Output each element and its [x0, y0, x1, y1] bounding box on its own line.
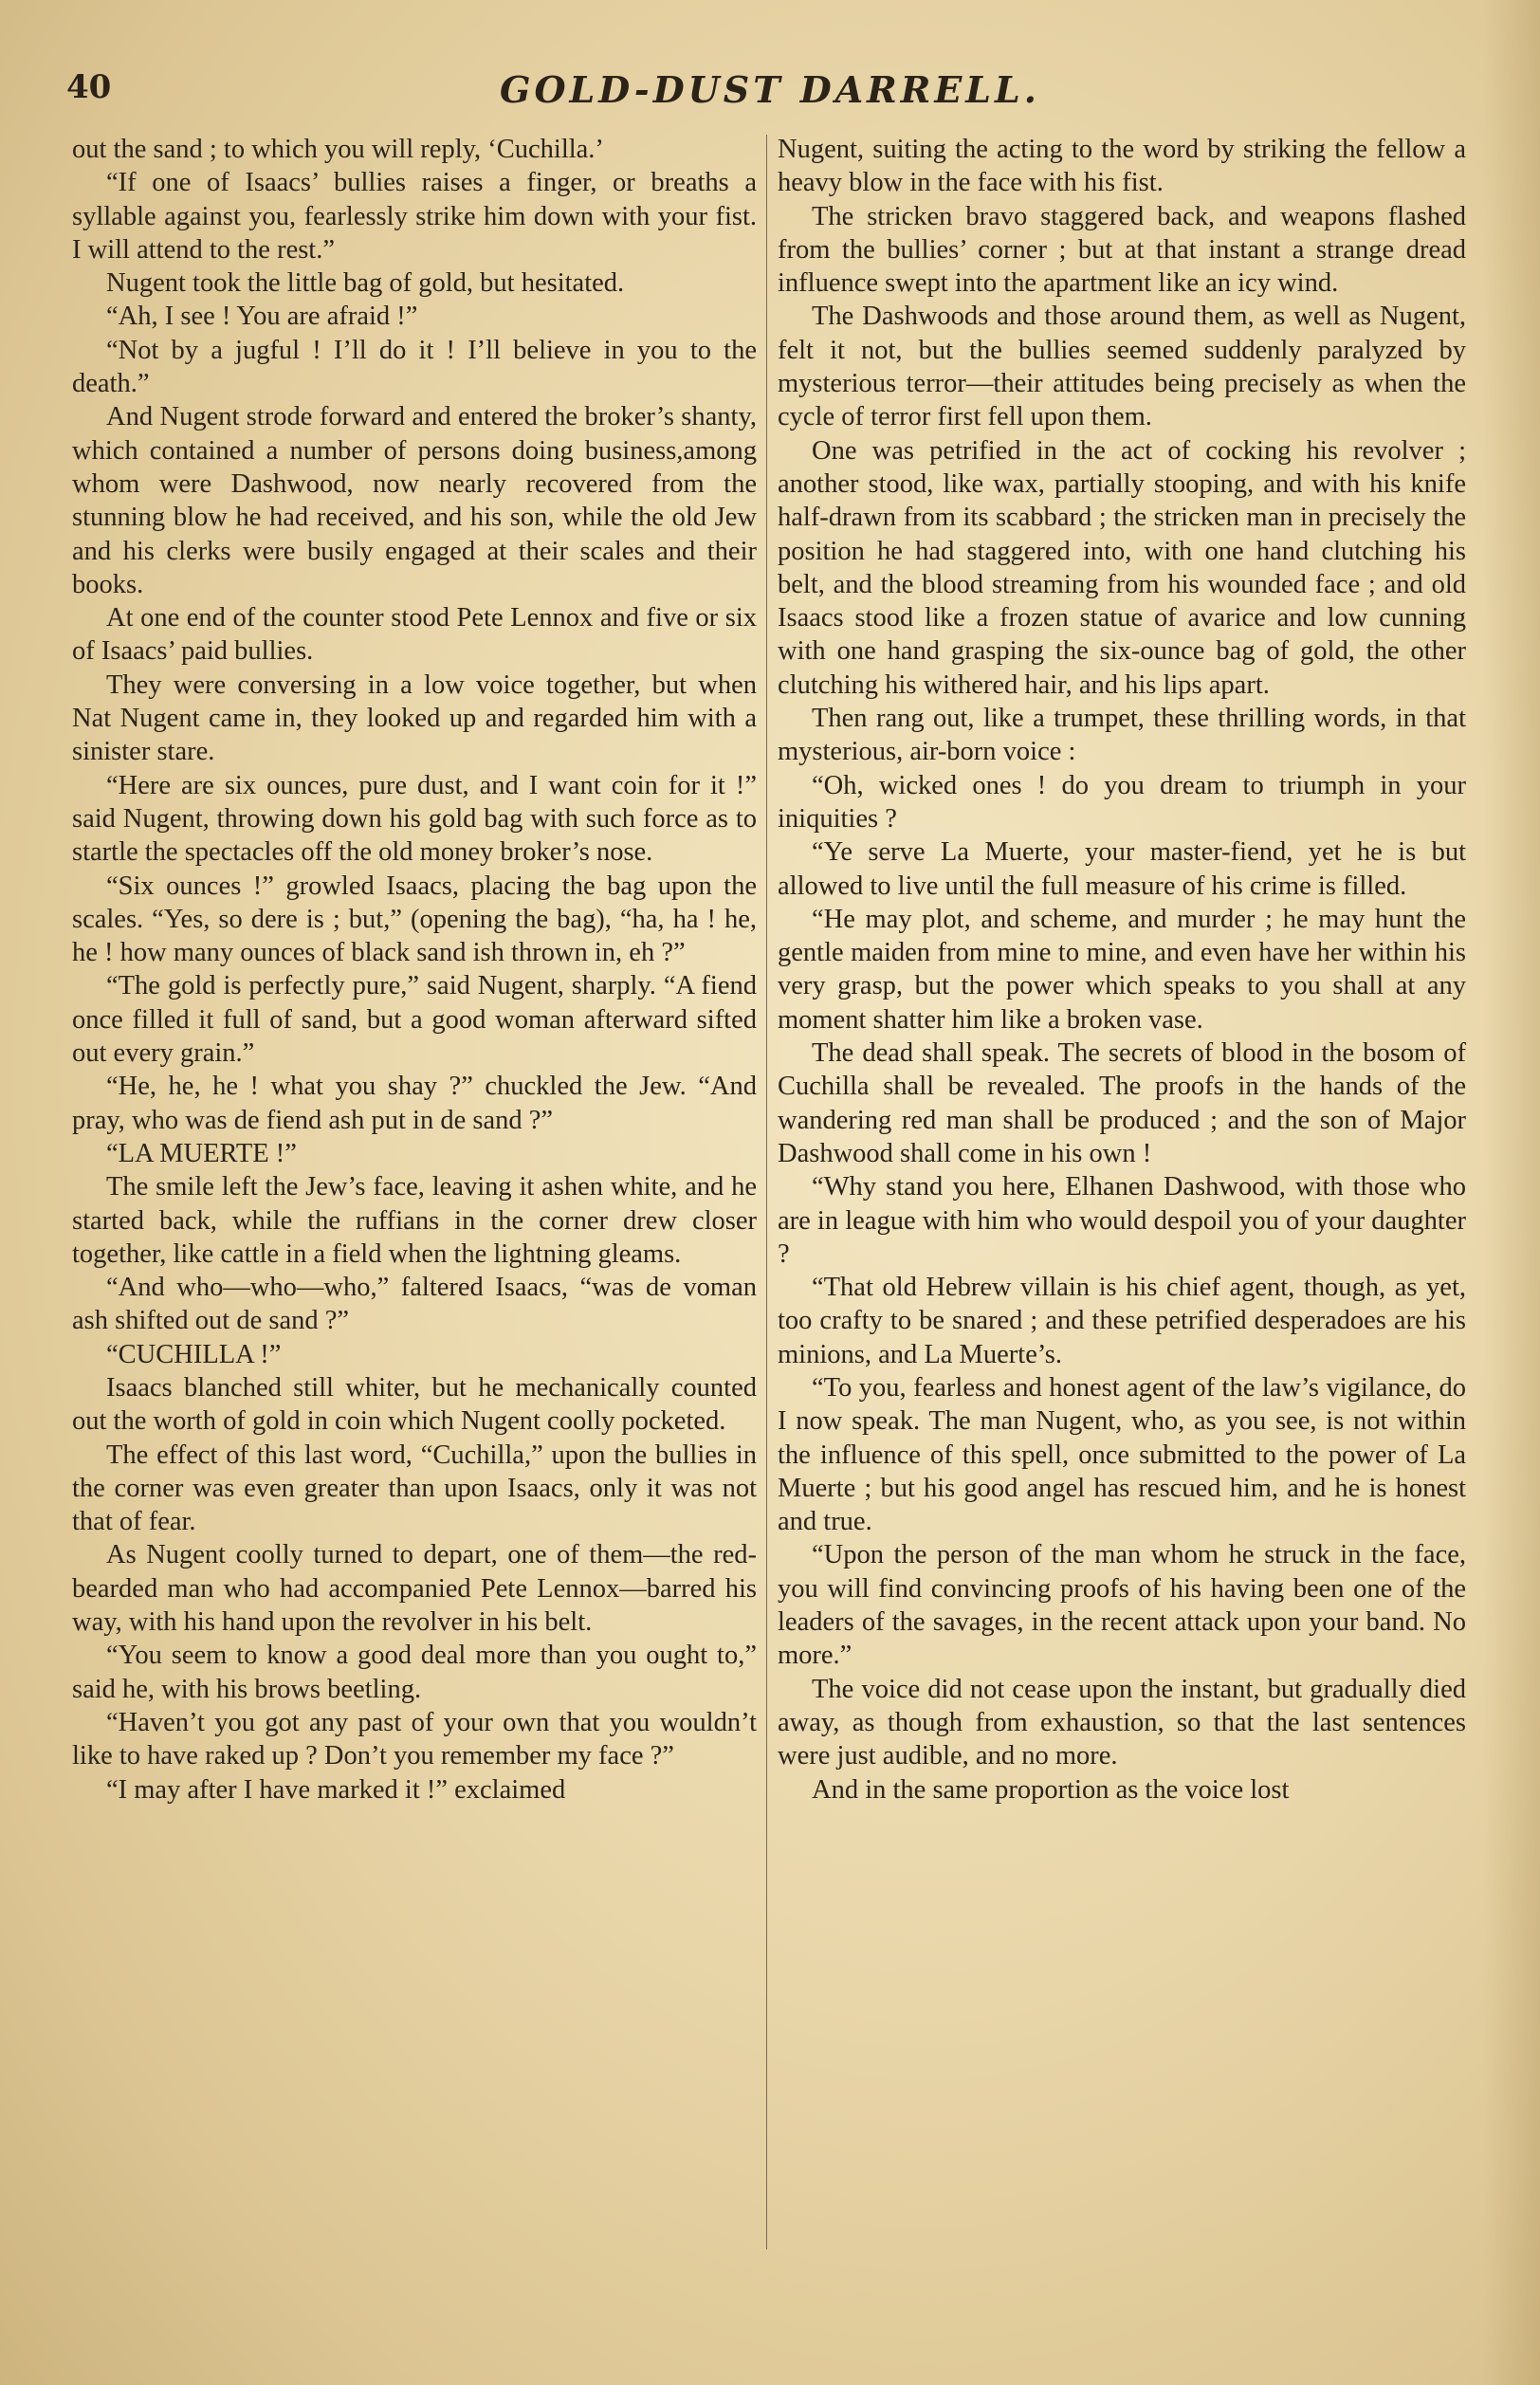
paragraph: “Ah, I see ! You are afraid !”: [106, 302, 418, 332]
column-divider: [766, 135, 767, 2249]
paragraph: Nugent, suiting the acting to the word by striking the fellow a heavy blow in the face with his fist.: [778, 135, 1466, 198]
paragraph: The voice did not cease upon the instant, but gradually died away, as though from exhaustion, so that the last sentences were just audible, and no more.: [778, 1674, 1466, 1771]
paragraph: “Haven’t you got any past of your own that you wouldn’t like to have raked up ? Don’t you remember my face ?”: [72, 1707, 757, 1771]
paragraph: “CUCHILLA !”: [106, 1339, 282, 1369]
running-title: GOLD-DUST DARRELL.: [500, 68, 1040, 111]
left-text-column: [72, 133, 757, 1807]
paragraph: “Oh, wicked ones ! do you dream to triumph in your iniquities ?: [778, 770, 1466, 834]
paragraph: At one end of the counter stood Pete Lennox and five or six of Isaacs’ paid bullies.: [72, 603, 757, 667]
page-header: [66, 59, 1474, 116]
paragraph: The stricken bravo staggered back, and weapons flashed from the bullies’ corner ; but at that instant a strange dread influence swept into the apartment like an icy wind.: [778, 201, 1466, 299]
paragraph: “Upon the person of the man whom he struck in the face, you will find convincing proofs of his having been one of the leaders of the savages, in the recent attack upon your band. No more.”: [778, 1540, 1466, 1671]
paragraph: “If one of Isaacs’ bullies raises a finger, or breaths a syllable against you, fearlessly strike him down with your fist. I will attend to the rest.”: [72, 168, 757, 265]
paragraph: “I may after I have marked it !” exclaimed: [106, 1774, 566, 1805]
paragraph: “To you, fearless and honest agent of the law’s vigilance, do I now speak. The man Nugent, who, as you see, is not within the influence of this spell, once submitted to the power of La Muerte ; but his good angel has rescued him, and he is honest and true.: [778, 1372, 1466, 1537]
paragraph: The Dashwoods and those around them, as well as Nugent, felt it not, but the bullies seemed suddenly paralyzed by mysterious terror—their attitudes being precisely as when the cycle of terror first fell upon them.: [778, 302, 1466, 432]
paragraph: “You seem to know a good deal more than you ought to,” said he, with his brows beetling.: [72, 1641, 757, 1704]
paragraph: One was petrified in the act of cocking his revolver ; another stood, like wax, partially stooping, and with his knife half-drawn from its scabbard ; the stricken man in precisely the position he had staggered into, with one hand clutching his belt, and the blood streaming from his wounded face ; and old Isaacs stood like a frozen statue of avarice and low cunning with one hand grasping the six-ounce bag of gold, the other clutching his withered hair, and his lips apart.: [778, 435, 1466, 700]
paragraph: The smile left the Jew’s face, leaving it ashen white, and he started back, while the ruffians in the corner drew closer together, like cattle in a field when the lightning gleams.: [72, 1172, 757, 1269]
paragraph: “LA MUERTE !”: [106, 1138, 297, 1168]
paragraph: “Six ounces !” growled Isaacs, placing the bag upon the scales. “Yes, so dere is ; but,” (opening the bag), “ha, ha ! he, he ! how many ounces of black sand ish thrown in, eh ?”: [72, 871, 757, 968]
paragraph: “Not by a jugful ! I’ll do it ! I’ll believe in you to the death.”: [72, 335, 757, 399]
paragraph: Isaacs blanched still whiter, but he mechanically counted out the worth of gold in coin which Nugent coolly pocketed.: [72, 1372, 757, 1437]
paragraph: The effect of this last word, “Cuchilla,” upon the bullies in the corner was even greater than upon Isaacs, only it was not that of fear.: [72, 1440, 757, 1537]
paragraph: “That old Hebrew villain is his chief agent, though, as yet, too crafty to be snared ; and these petrified desperadoes are his minions, and La Muerte’s.: [778, 1273, 1466, 1369]
paragraph: And Nugent strode forward and entered the broker’s shanty, which contained a number of persons doing business,among whom were Dashwood, now nearly recovered from the stunning blow he had received, and his son, while the old Jew and his clerks were busily engaged at their scales and their books.: [72, 402, 757, 599]
paragraph: “Why stand you here, Elhanen Dashwood, with those who are in league with him who would despoil you of your daughter ?: [778, 1172, 1466, 1269]
paragraph: out the sand ; to which you will reply, ‘Cuchilla.’: [72, 135, 604, 164]
paragraph: And in the same proportion as the voice lost: [812, 1774, 1290, 1805]
paragraph: The dead shall speak. The secrets of blood in the bosom of Cuchilla shall be revealed. The proofs in the hands of the wandering red man shall be produced ; and the son of Major Dashwood shall come in his own !: [778, 1038, 1466, 1168]
paragraph: “Here are six ounces, pure dust, and I want coin for it !” said Nugent, throwing down his gold bag with such force as to startle the spectacles off the old money broker’s nose.: [72, 770, 757, 868]
page-edge-shading: [1483, 0, 1540, 2385]
paragraph: “He may plot, and scheme, and murder ; he may hunt the gentle maiden from mine to mine, and even have her within his very grasp, but the power which speaks to you shall at any moment shatter him like a broken vase.: [778, 904, 1466, 1035]
paragraph: As Nugent coolly turned to depart, one of them—the red-bearded man who had accompanied Pete Lennox—barred his way, with his hand upon the revolver in his belt.: [72, 1540, 757, 1638]
paragraph: “He, he, he ! what you shay ?” chuckled the Jew. “And pray, who was de fiend ash put in de sand ?”: [72, 1072, 757, 1135]
paragraph: Then rang out, like a trumpet, these thrilling words, in that mysterious, air-born voice :: [778, 704, 1466, 767]
paragraph: They were conversing in a low voice together, but when Nat Nugent came in, they looked up and regarded him with a sinister stare.: [72, 670, 757, 767]
paragraph: Nugent took the little bag of gold, but hesitated.: [106, 268, 625, 299]
right-text-column: [778, 133, 1466, 1807]
paragraph: “Ye serve La Muerte, your master-fiend, yet he is but allowed to live until the full measure of his crime is filled.: [778, 837, 1466, 901]
paragraph: “And who—who—who,” faltered Isaacs, “was de voman ash shifted out de sand ?”: [72, 1273, 757, 1336]
paragraph: “The gold is perfectly pure,” said Nugent, sharply. “A fiend once filled it full of sand, but a good woman afterward sifted out every grain.”: [72, 971, 757, 1069]
page-number: 40: [66, 68, 112, 106]
